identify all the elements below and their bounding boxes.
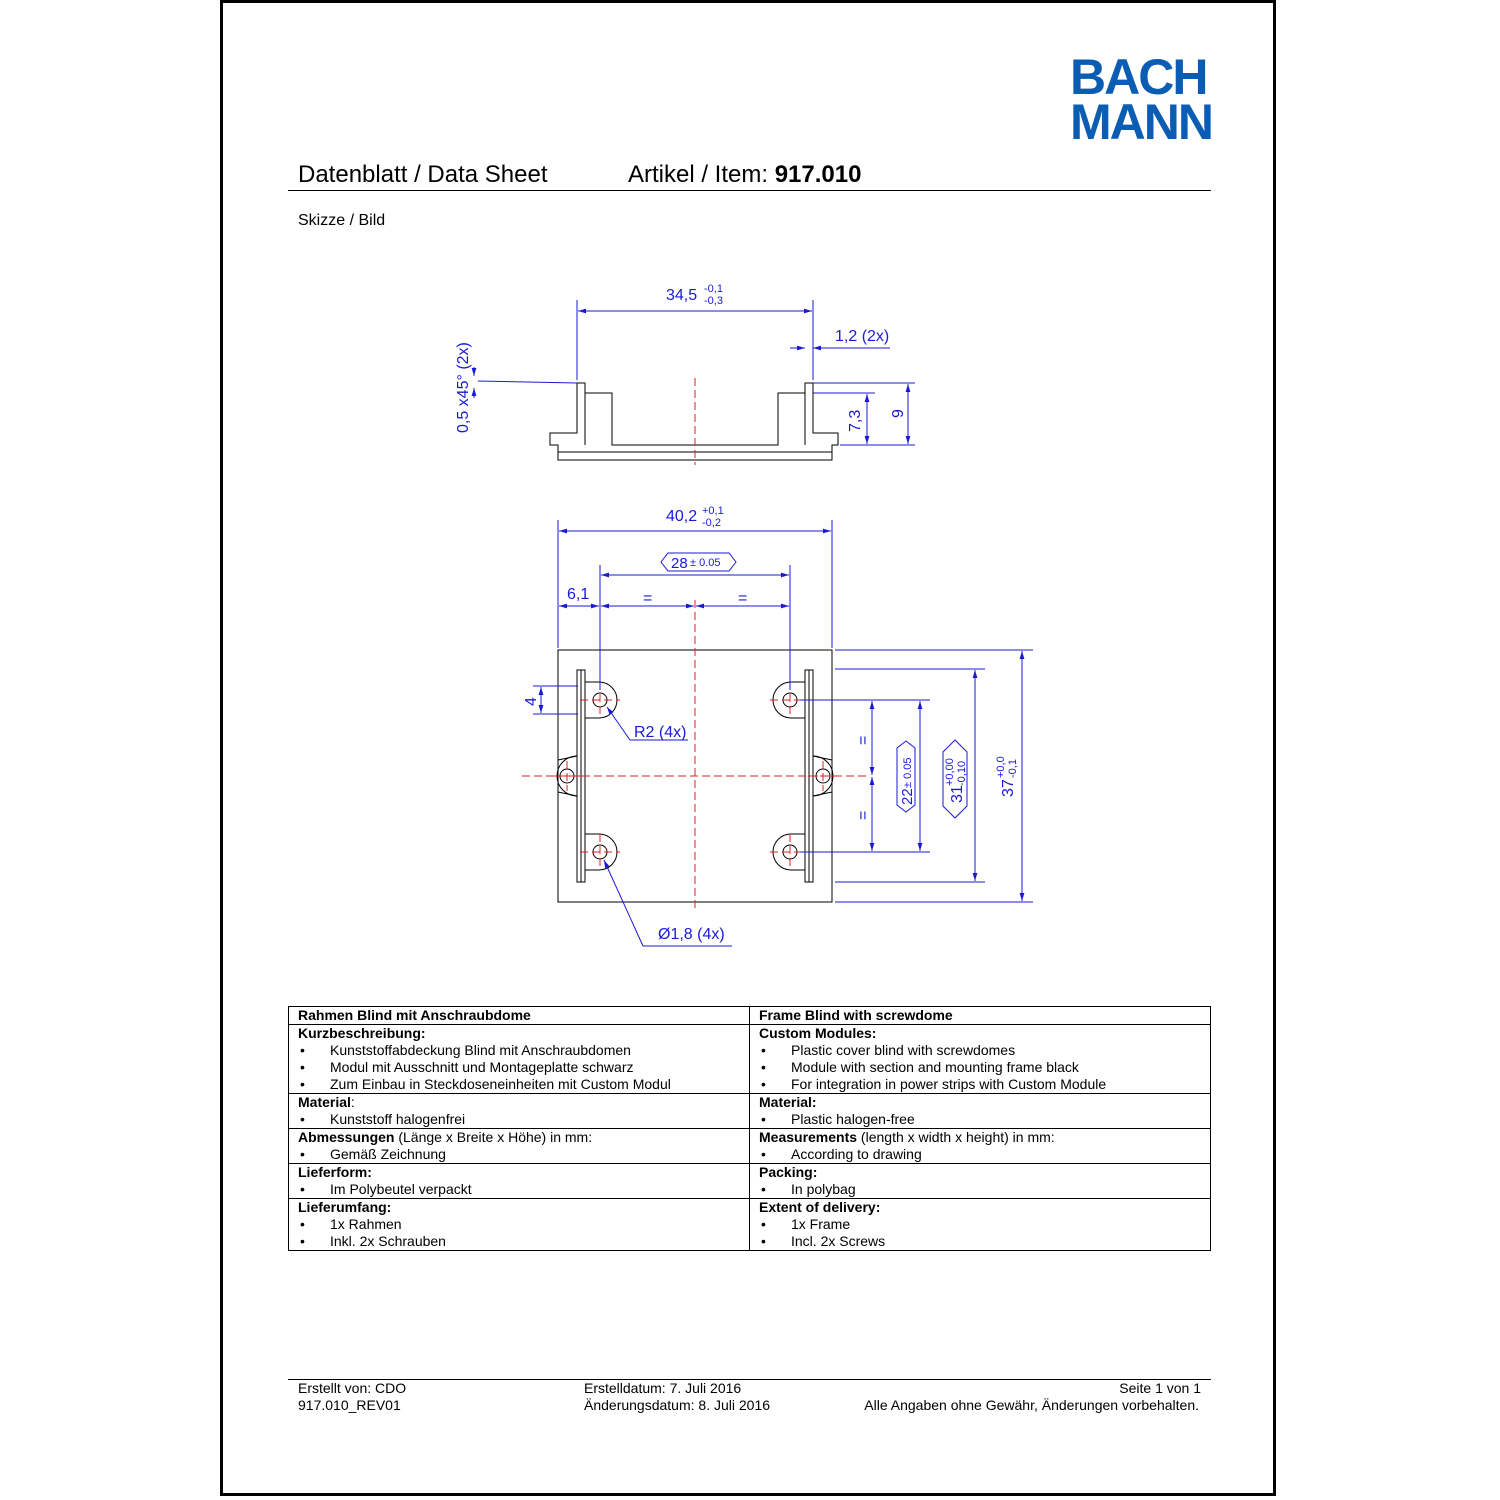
side-view [550,383,838,460]
dim-side-width-tol-lower: -0,3 [704,295,723,307]
de-material-suffix: : [350,1094,355,1110]
dim-depth-total: 37 [1000,779,1017,797]
dim-equal-lower: = [855,810,872,820]
footer-divider [288,1379,1211,1380]
dim-equal-left: = [643,590,653,607]
item-label: Artikel / Item: [628,161,775,188]
list-item: • Incl. 2x Screws [759,1233,1210,1250]
list-item: • Plastic halogen-free [759,1111,1210,1128]
dim-top-width-tol-upper: +0,1 [702,505,724,517]
dim-wall-thickness: 1,2 (2x) [835,328,890,345]
dim-hole-spacing: 28 [671,555,688,572]
dim-depth-mid: 31 [949,785,966,803]
dim-depth-total-tol-upper: +0,0 [995,756,1007,778]
de-short-cell [289,1025,750,1094]
en-dimensions-cell [750,1129,1211,1164]
de-delivery-cell [289,1199,750,1251]
dim-hole-diameter: Ø1,8 (4x) [658,926,725,943]
dim-equal-upper: = [855,735,872,745]
dim-hole-spacing-tol: ± 0.05 [690,557,721,569]
en-short-cell [750,1025,1211,1094]
list-item: • Zum Einbau in Steckdoseneinheiten mit Custom Modul [298,1076,749,1093]
en-title: Frame Blind with screwdome [759,1007,953,1023]
de-title-cell [289,1007,750,1025]
table-row [289,1199,1211,1251]
de-material-label: Material [298,1094,351,1110]
de-material-cell [289,1094,750,1129]
en-short-label: Custom Modules: [759,1025,877,1041]
logo-line-1: BACH [1070,49,1207,105]
dim-depth-mid-tol-lower: -0,10 [956,760,968,786]
en-material-cell [750,1094,1211,1129]
list-item: • For integration in power strips with Custom Module [759,1076,1210,1093]
de-packing-label: Lieferform: [298,1164,372,1180]
dim-depth-total-tol-lower: -0,1 [1007,759,1019,778]
list-item: • Kunststoffabdeckung Blind mit Anschraubdomen [298,1042,749,1059]
logo-line-2: MANN [1070,94,1212,150]
de-packing-cell [289,1164,750,1199]
table-row [289,1094,1211,1129]
list-item: • 1x Rahmen [298,1216,749,1233]
list-item: • Im Polybeutel verpackt [298,1181,749,1198]
dim-depth-mid-tol-upper: +0,00 [944,758,956,786]
list-item: • Kunststoff halogenfrei [298,1111,749,1128]
list-item: • Modul mit Ausschnitt und Montageplatte schwarz [298,1059,749,1076]
list-item: • Plastic cover blind with screwdomes [759,1042,1210,1059]
datasheet-title: Datenblatt / Data Sheet [298,161,548,188]
table-row [289,1007,1211,1025]
de-short-label: Kurzbeschreibung: [298,1025,426,1041]
list-item: • According to drawing [759,1146,1210,1163]
list-item: • 1x Frame [759,1216,1210,1233]
spec-table [288,1006,1211,1251]
dim-radius: R2 (4x) [634,724,687,741]
dim-vert-spacing: 22 [899,788,916,805]
dim-chamfer: 0,5 x45° (2x) [455,342,472,433]
footer-page: Seite 1 von 1 [1119,1380,1201,1396]
table-row [289,1129,1211,1164]
en-delivery-label: Extent of delivery: [759,1199,881,1215]
list-item: • Module with section and mounting frame black [759,1059,1210,1076]
footer-created-by: Erstellt von: CDO [298,1380,407,1396]
dim-side-width-tol-upper: -0,1 [704,283,723,295]
dim-equal-right: = [738,590,748,607]
list-item: • Gemäß Zeichnung [298,1146,749,1163]
en-packing-label: Packing: [759,1164,818,1180]
table-row [289,1025,1211,1094]
footer-doc-id: 917.010_REV01 [298,1397,401,1413]
de-dim-suffix: (Länge x Breite x Höhe) in mm: [394,1129,593,1145]
en-title-cell [750,1007,1211,1025]
list-item: • In polybag [759,1181,1210,1198]
dim-height-inner: 7,3 [847,409,864,432]
dim-side-width: 34,5 [666,287,698,304]
en-dim-label: Measurements [759,1129,858,1145]
footer-disclaimer: Alle Angaben ohne Gewähr, Änderungen vorbehalten. [864,1397,1199,1413]
en-material-label: Material: [759,1094,817,1110]
dim-vert-spacing-tol: ± 0.05 [902,757,914,788]
en-delivery-cell [750,1199,1211,1251]
list-item: • Inkl. 2x Schrauben [298,1233,749,1250]
item-number: 917.010 [774,161,862,188]
table-row [289,1164,1211,1199]
de-dim-label: Abmessungen [298,1129,395,1145]
de-delivery-label: Lieferumfang: [298,1199,392,1215]
dim-edge-offset: 6,1 [567,586,590,603]
dim-slot-height: 4 [523,697,540,706]
footer-created-date: Erstelldatum: 7. Juli 2016 [584,1380,742,1396]
de-title: Rahmen Blind mit Anschraubdome [298,1007,531,1023]
dim-top-width: 40,2 [666,508,698,525]
dim-top-width-tol-lower: -0,2 [702,517,721,529]
footer-changed-date: Änderungsdatum: 8. Juli 2016 [584,1397,771,1413]
section-title: Skizze / Bild [298,212,386,229]
en-packing-cell [750,1164,1211,1199]
dim-height-total: 9 [890,409,907,418]
de-dimensions-cell [289,1129,750,1164]
en-dim-suffix: (length x width x height) in mm: [857,1129,1055,1145]
